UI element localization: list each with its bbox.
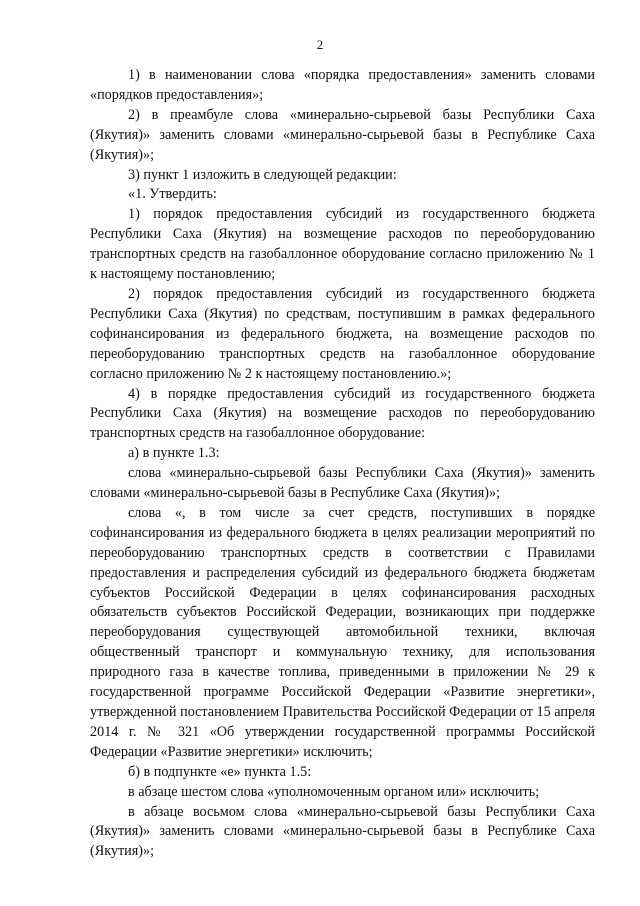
- paragraph-item-2: 2) в преамбуле слова «минерально-сырьевой базы Республики Саха (Якутия)» заменить словами «минерально-сырьевой базы в Республике Саха (Якутия)»;: [90, 106, 595, 163]
- document-body: [90, 66, 595, 862]
- paragraph-item-1: 1) в наименовании слова «порядка предоставления» заменить словами «порядков предоставления»;: [90, 67, 595, 103]
- paragraph-clause-1-item-2: 2) порядок предоставления субсидий из государственного бюджета Республики Саха (Якутия) по средствам, поступившим в рамках федерального софинансирования из федерального бюджета, на возмещение расходов по переоборудованию транспортных средств на газобаллонное оборудование согласно приложению № 2 к настоящему постановлению.»;: [90, 285, 595, 382]
- paragraph-subitem-b-1: в абзаце шестом слова «уполномоченным органом или» исключить;: [128, 783, 540, 800]
- paragraph-subitem-a: а) в пункте 1.3:: [128, 445, 220, 462]
- paragraph-subitem-b-2: в абзаце восьмом слова «минерально-сырьевой базы Республики Саха (Якутия)» заменить словами «минерально-сырьевой базы в Республике Саха (Якутия)»;: [90, 803, 595, 860]
- paragraph-clause-1-intro: «1. Утвердить:: [128, 186, 217, 203]
- paragraph-subitem-a-2: слова «, в том числе за счет средств, поступивших в порядке софинансирования из федерального бюджета в целях реализации мероприятий по переоборудованию транспортных средств в соответствии с Правилами предоставления и распределения субсидий из федерального бюджета бюджетам субъектов Российской Федерации в целях софинансирования расходных обязательств субъектов Российской Федерации, возникающих при поддержке переоборудования существующей автомобильной техники, включая общественный транспорт и коммунальную технику, для использования природного газа в качестве топлива, приведенными в приложении № 29 к государственной программе Российской Федерации «Развитие энергетики», утвержденной постановлением Правительства Российской Федерации от 15 апреля 2014 г. № 321 «Об утверждении государственной программы Российской Федерации «Развитие энергетики» исключить;: [90, 504, 595, 760]
- paragraph-subitem-a-1: слова «минерально-сырьевой базы Республики Саха (Якутия)» заменить словами «минерально-сырьевой базы в Республике Саха (Якутия)»;: [90, 465, 595, 502]
- page-number: 2: [316, 37, 324, 52]
- paragraph-item-3: 3) пункт 1 изложить в следующей редакции:: [128, 166, 397, 183]
- paragraph-clause-1-item-1: 1) порядок предоставления субсидий из государственного бюджета Республики Саха (Якутия) на возмещение расходов по переоборудованию транспортных средств на газобаллонное оборудование согласно приложению № 1 к настоящему постановлению;: [90, 206, 595, 283]
- paragraph-subitem-b: б) в подпункте «е» пункта 1.5:: [128, 763, 312, 780]
- paragraph-item-4: 4) в порядке предоставления субсидий из государственного бюджета Республики Саха (Якутия) на возмещение расходов по переоборудованию транспортных средств на газобаллонное оборудование:: [90, 385, 595, 442]
